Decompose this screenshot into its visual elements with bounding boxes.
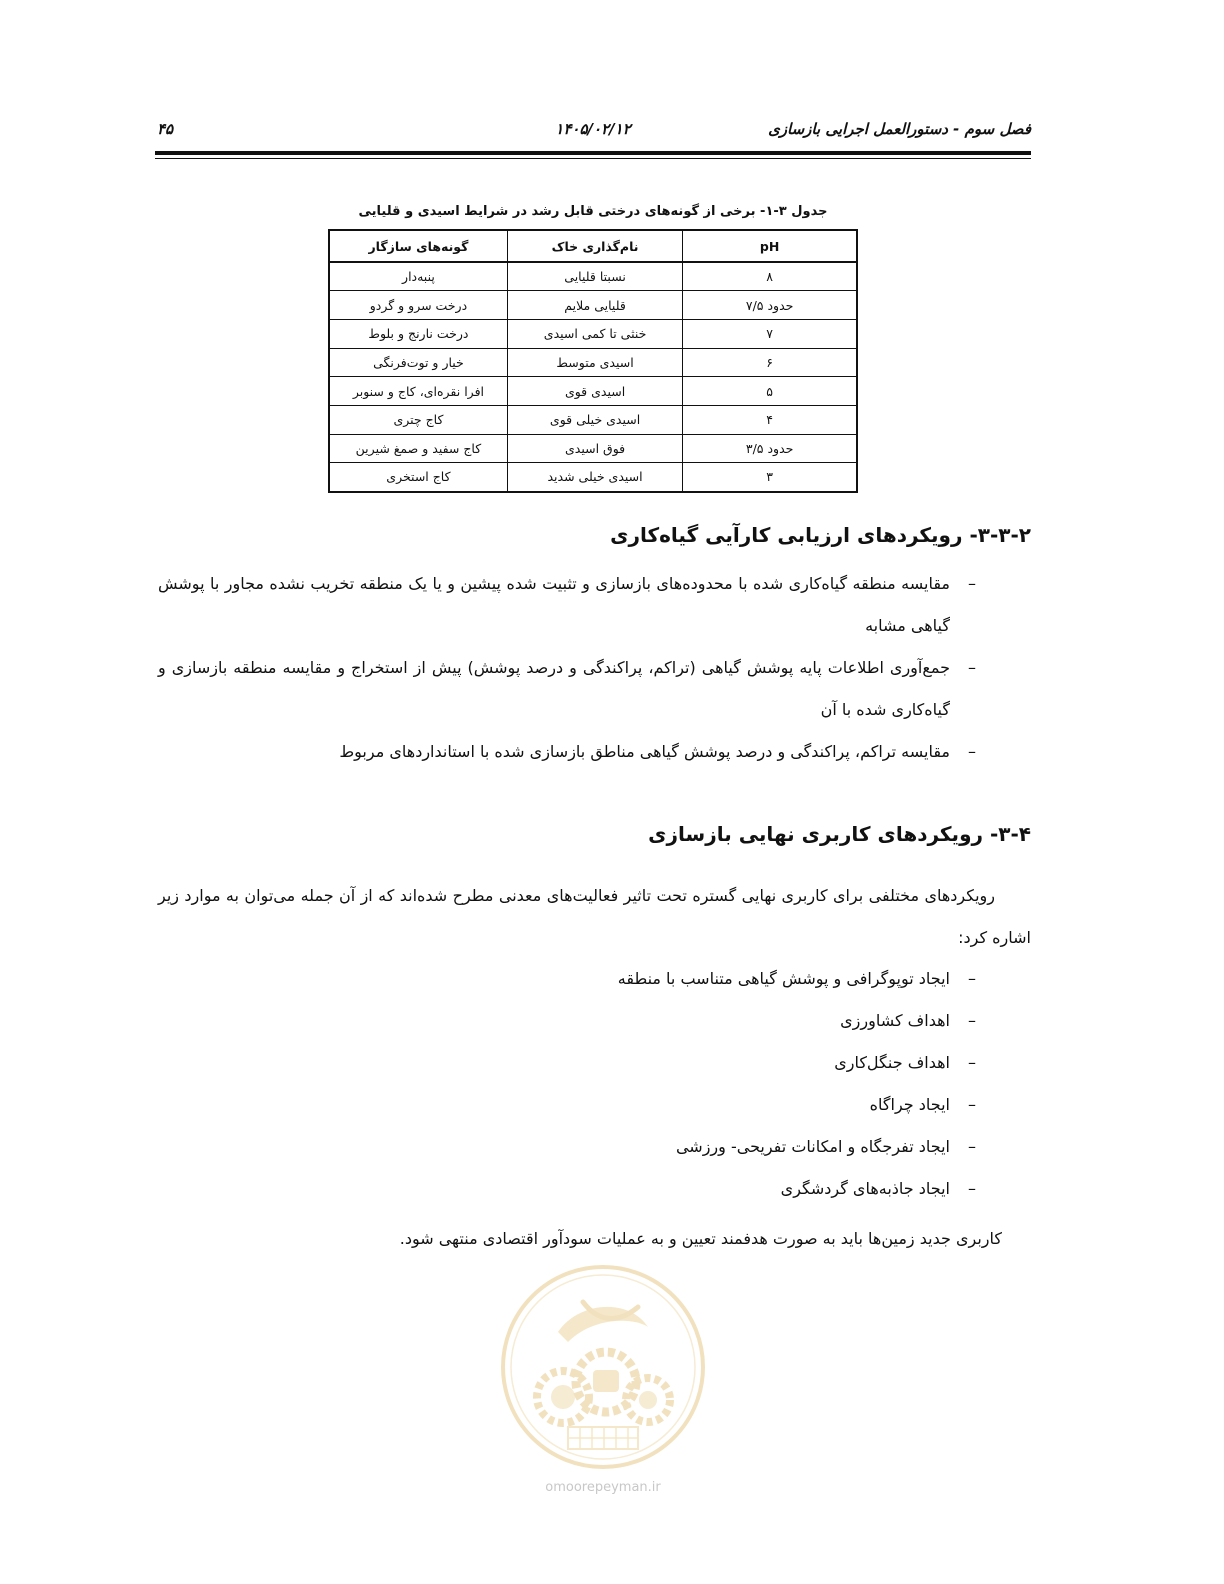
evaluation-bullet-list — [158, 563, 976, 773]
cell-ph: ۷ — [683, 319, 857, 348]
cell-soil: قلیایی ملایم — [507, 291, 682, 320]
cell-species: کاج استخری — [329, 463, 507, 492]
header-soil-naming: نام‌گذاری خاک — [507, 230, 682, 262]
cell-ph: ۸ — [683, 262, 857, 291]
bullet-dash: – — [968, 1011, 976, 1030]
cell-soil: اسیدی قوی — [507, 377, 682, 406]
list-item — [276, 1126, 976, 1168]
cell-soil: نسبتا قلیایی — [507, 262, 682, 291]
bullet-dash: – — [968, 1137, 976, 1156]
list-item-text: اهداف جنگل‌کاری — [834, 1053, 950, 1072]
table-row — [329, 291, 857, 320]
list-item-text: اهداف کشاورزی — [840, 1011, 950, 1030]
table-row — [329, 405, 857, 434]
bullet-dash: – — [968, 1095, 976, 1114]
list-item — [158, 731, 976, 773]
watermark-seal-icon — [498, 1262, 708, 1472]
section-heading-evaluation: ۳-۳-۲- رویکردهای ارزیابی کارآیی گیاه‌کاری — [610, 523, 1031, 547]
table-row — [329, 348, 857, 377]
watermark-url: omoorepeyman.ir — [545, 1480, 661, 1495]
header-date: ۱۴۰۵/۰۲/۱۲ — [555, 120, 631, 138]
list-item-text: جمع‌آوری اطلاعات پایه پوشش گیاهی (تراکم، پراکندگی و درصد پوشش) پیش از استخراج و مقایسه منطقه بازسازی و گیاه‌کاری شده با آن — [158, 658, 950, 719]
cell-species: کاج چتری — [329, 405, 507, 434]
header-rule-thin — [155, 158, 1031, 159]
table-caption: جدول ۳-۱- برخی از گونه‌های درختی قابل رشد در شرایط اسیدی و قلیایی — [358, 204, 828, 219]
bullet-dash: – — [968, 742, 976, 761]
cell-ph: ۵ — [683, 377, 857, 406]
header-rule-thick — [155, 151, 1031, 155]
cell-ph: ۶ — [683, 348, 857, 377]
cell-ph: حدود ۷/۵ — [683, 291, 857, 320]
cell-soil: اسیدی خیلی قوی — [507, 405, 682, 434]
bullet-dash: – — [968, 1053, 976, 1072]
watermark-logo — [498, 1262, 708, 1472]
table-header-row — [329, 230, 857, 262]
list-item-text: ایجاد جاذبه‌های گردشگری — [780, 1179, 950, 1198]
header-compatible-species: گونه‌های سازگار — [329, 230, 507, 262]
cell-ph: حدود ۳/۵ — [683, 434, 857, 463]
list-item — [276, 1168, 976, 1210]
list-item-text: ایجاد توپوگرافی و پوشش گیاهی متناسب با منطقه — [617, 969, 950, 988]
cell-species: خیار و توت‌فرنگی — [329, 348, 507, 377]
closing-sentence: کاربری جدید زمین‌ها باید به صورت هدفمند تعیین و به عملیات سودآور اقتصادی منتهی شود. — [399, 1229, 1002, 1248]
table-row — [329, 319, 857, 348]
table-row — [329, 377, 857, 406]
table-row — [329, 262, 857, 291]
list-item — [276, 958, 976, 1000]
header-ph: pH — [683, 230, 857, 262]
cell-species: درخت نارنج و بلوط — [329, 319, 507, 348]
list-item-text: ایجاد تفرجگاه و امکانات تفریحی- ورزشی — [675, 1137, 950, 1156]
cell-species: درخت سرو و گردو — [329, 291, 507, 320]
list-item-text: مقایسه منطقه گیاه‌کاری شده با محدوده‌های بازسازی و تثبیت شده پیشین و یا یک منطقه تخریب نشده مجاور با پوشش گیاهی مشابه — [158, 574, 950, 635]
list-item — [158, 563, 976, 647]
ph-species-table — [328, 229, 858, 493]
list-item — [158, 647, 976, 731]
page-number: ۴۵ — [157, 120, 174, 138]
page-header — [155, 120, 1031, 144]
end-use-intro-paragraph: رویکردهای مختلفی برای کاربری نهایی گستره تحت تاثیر فعالیت‌های معدنی مطرح شده‌اند که از آن جمله می‌توان به موارد زیر اشاره کرد: — [158, 886, 1031, 947]
table-row — [329, 463, 857, 492]
bullet-dash: – — [968, 1179, 976, 1198]
cell-soil: خنثی تا کمی اسیدی — [507, 319, 682, 348]
section-heading-end-use: ۳-۴- رویکردهای کاربری نهایی بازسازی — [648, 822, 1031, 846]
list-item-text: ایجاد چراگاه — [869, 1095, 950, 1114]
list-item — [276, 1084, 976, 1126]
cell-species: افرا نقره‌ای، کاج و سنوبر — [329, 377, 507, 406]
end-use-bullet-list — [276, 958, 976, 1210]
bullet-dash: – — [968, 969, 976, 988]
cell-soil: فوق اسیدی — [507, 434, 682, 463]
cell-soil: اسیدی متوسط — [507, 348, 682, 377]
cell-ph: ۴ — [683, 405, 857, 434]
bullet-dash: – — [968, 574, 976, 593]
cell-species: کاج سفید و صمغ شیرین — [329, 434, 507, 463]
cell-species: پنبه‌دار — [329, 262, 507, 291]
bullet-dash: – — [968, 658, 976, 677]
list-item — [276, 1042, 976, 1084]
cell-soil: اسیدی خیلی شدید — [507, 463, 682, 492]
cell-ph: ۳ — [683, 463, 857, 492]
list-item — [276, 1000, 976, 1042]
chapter-title: فصل سوم - دستورالعمل اجرایی بازسازی — [768, 120, 1031, 138]
table-row — [329, 434, 857, 463]
list-item-text: مقایسه تراکم، پراکندگی و درصد پوشش گیاهی مناطق بازسازی شده با استانداردهای مربوط — [339, 742, 950, 761]
